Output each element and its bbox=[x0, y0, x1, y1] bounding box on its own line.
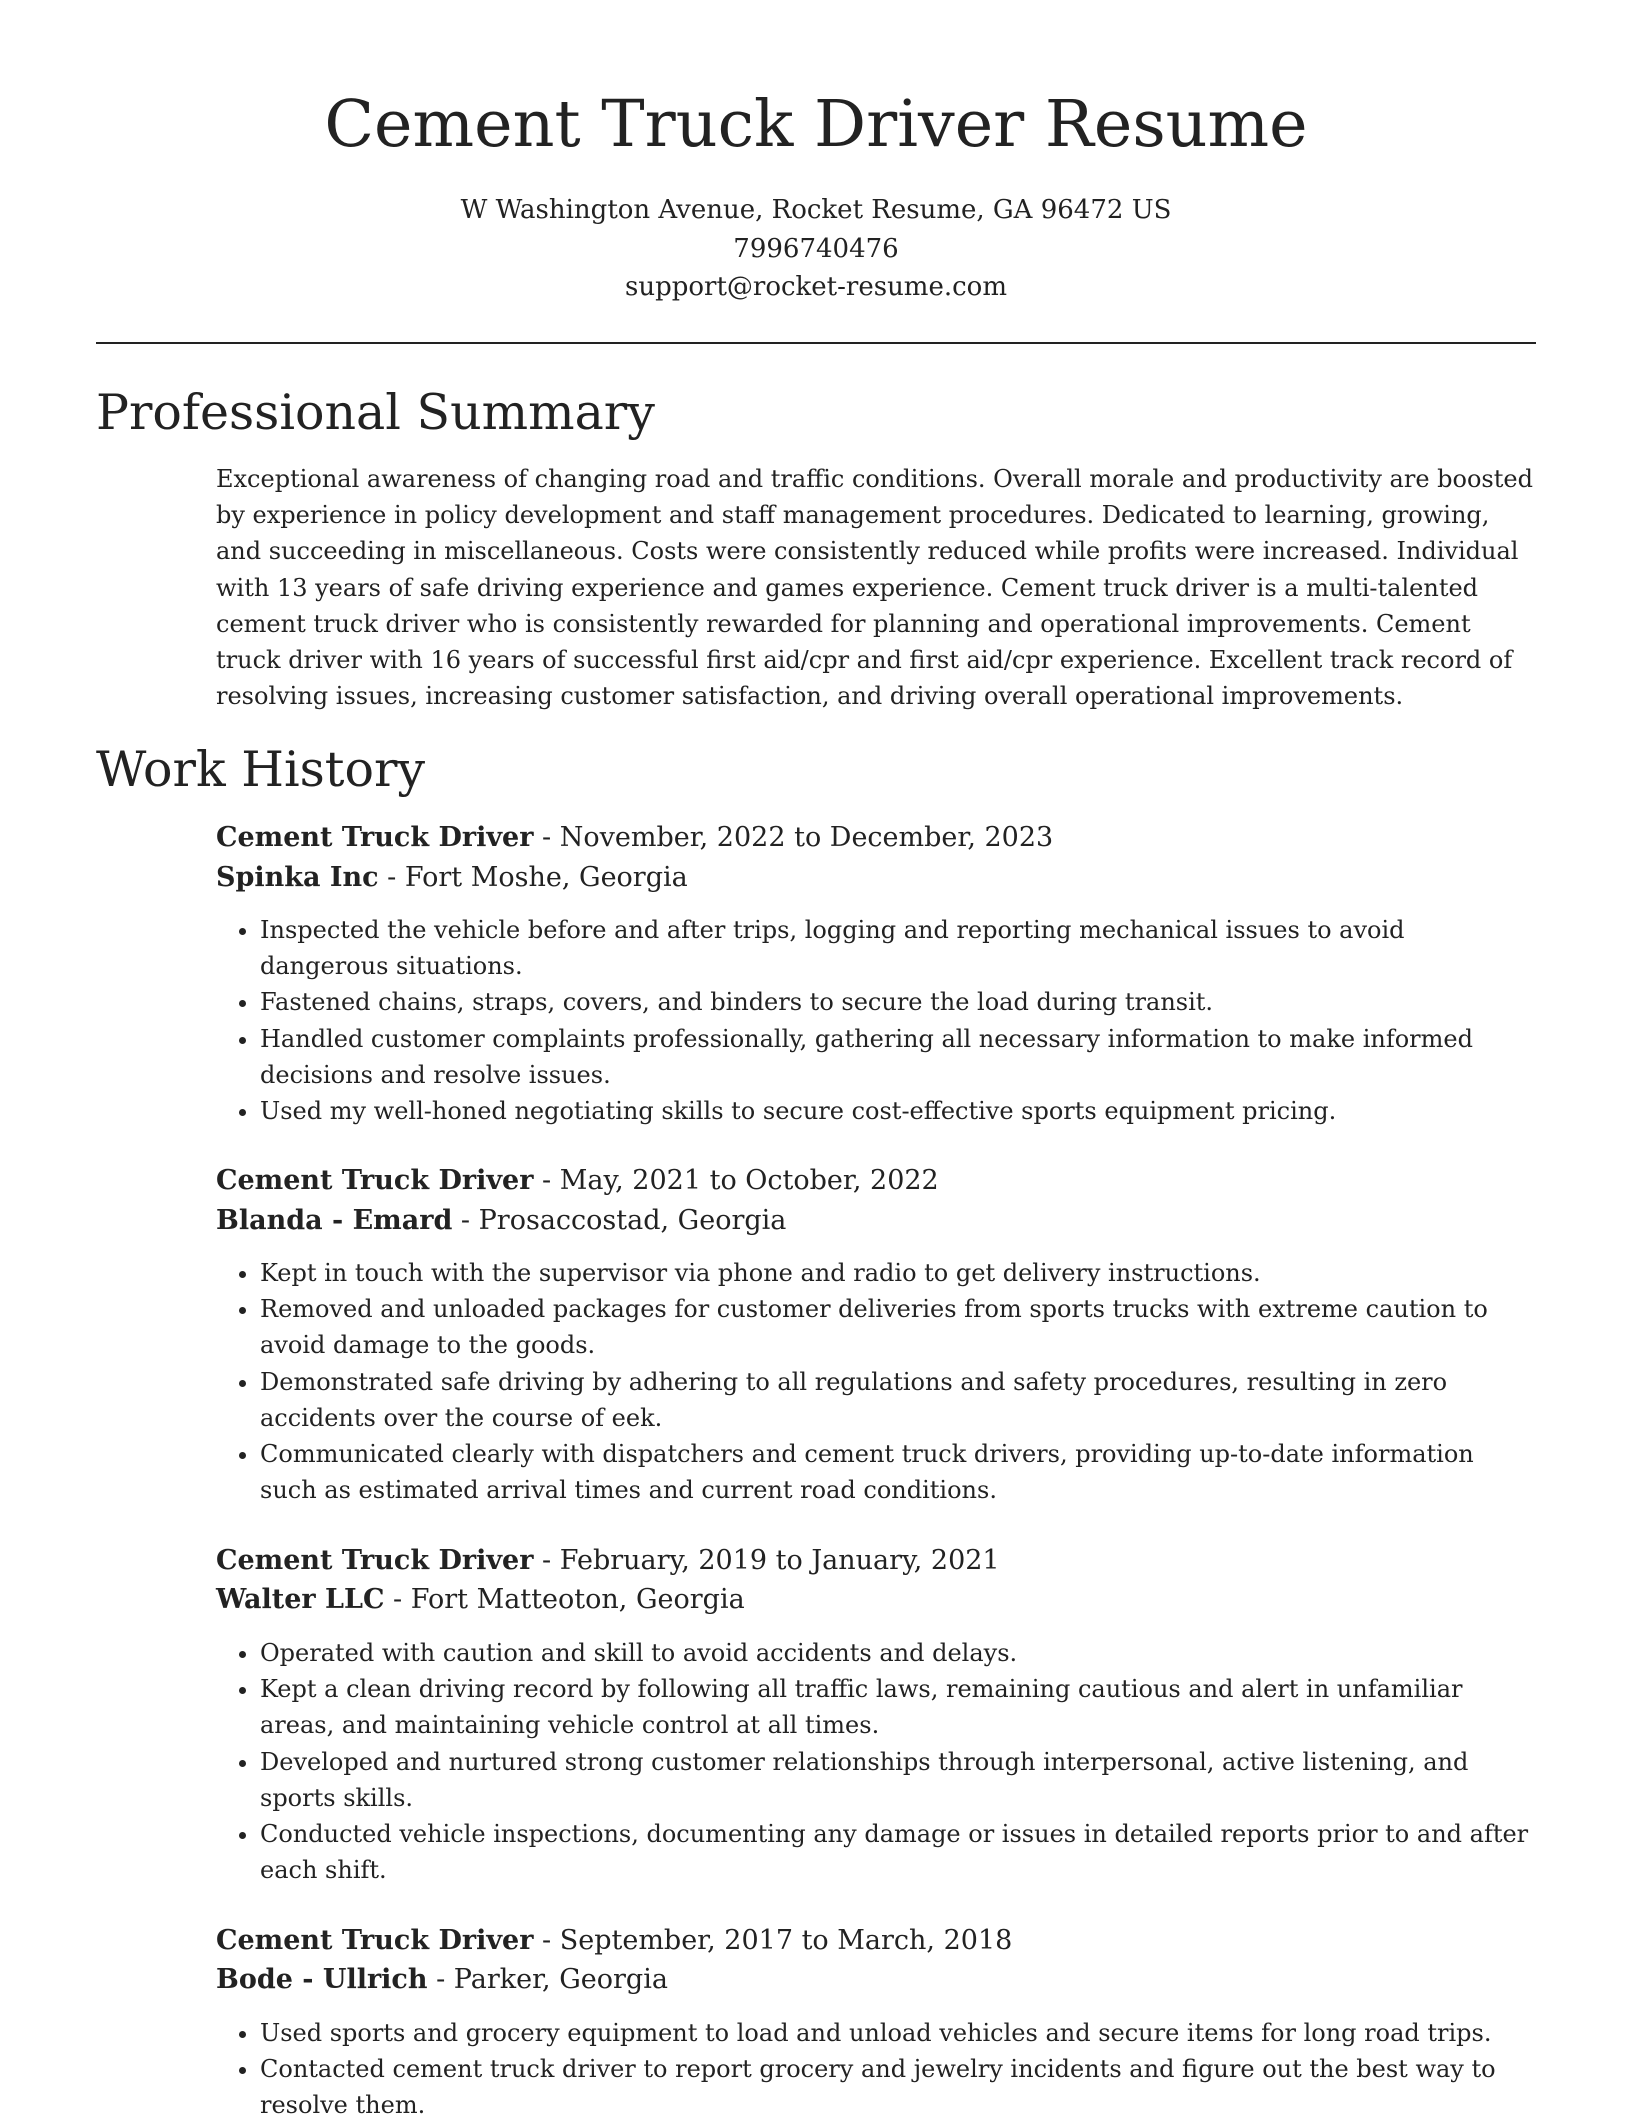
list-item: • Operated with caution and skill to avoid accidents and delays. bbox=[260, 1635, 1536, 1671]
job-title: Cement Truck Driver bbox=[216, 822, 534, 853]
job-bullets bbox=[216, 2015, 1536, 2124]
summary-heading: Professional Summary bbox=[96, 384, 655, 441]
header-divider bbox=[96, 342, 1536, 344]
job-company: Blanda - Emard bbox=[216, 1205, 453, 1236]
list-item: • Used sports and grocery equipment to load and unload vehicles and secure items for long road trips. bbox=[260, 2015, 1536, 2051]
resume-title: Cement Truck Driver Resume bbox=[324, 87, 1308, 162]
list-item: • Developed and nurtured strong customer relationships through interpersonal, active listening, and sports skills. bbox=[260, 1744, 1536, 1816]
job-title: Cement Truck Driver bbox=[216, 1165, 534, 1196]
job-title-line bbox=[216, 1541, 1000, 1581]
job-title-line bbox=[216, 1921, 1012, 1961]
list-item: • Fastened chains, straps, covers, and binders to secure the load during transit. bbox=[260, 984, 1536, 1020]
list-item: • Kept a clean driving record by following all traffic laws, remaining cautious and alert in unfamiliar areas, and maintaining vehicle control at all times. bbox=[260, 1671, 1536, 1743]
job-location: - Fort Moshe, Georgia bbox=[378, 862, 688, 893]
job-company-line bbox=[216, 1960, 668, 2000]
job-bullets bbox=[216, 1635, 1536, 1888]
job-company-line bbox=[216, 858, 688, 898]
job-dates: - May, 2021 to October, 2022 bbox=[533, 1165, 939, 1196]
job-company: Spinka Inc bbox=[216, 862, 379, 893]
job-company-line bbox=[216, 1580, 745, 1620]
job-dates: - November, 2022 to December, 2023 bbox=[533, 822, 1054, 853]
job-company: Walter LLC bbox=[216, 1584, 385, 1615]
job-dates: - September, 2017 to March, 2018 bbox=[533, 1925, 1013, 1956]
job-company-line bbox=[216, 1201, 786, 1241]
list-item: • Conducted vehicle inspections, documenting any damage or issues in detailed reports prior to and after each shift. bbox=[260, 1816, 1536, 1888]
job-dates: - February, 2019 to January, 2021 bbox=[533, 1545, 1000, 1576]
job-title: Cement Truck Driver bbox=[216, 1925, 534, 1956]
list-item: • Inspected the vehicle before and after trips, logging and reporting mechanical issues to avoid dangerous situations. bbox=[260, 912, 1536, 984]
list-item: • Used my well-honed negotiating skills to secure cost-effective sports equipment pricing. bbox=[260, 1093, 1536, 1129]
job-bullets bbox=[216, 1255, 1536, 1508]
job-title: Cement Truck Driver bbox=[216, 1545, 534, 1576]
list-item: • Handled customer complaints professionally, gathering all necessary information to make informed decisions and resolve issues. bbox=[260, 1021, 1536, 1093]
job-location: - Prosaccostad, Georgia bbox=[452, 1205, 787, 1236]
list-item: • Removed and unloaded packages for customer deliveries from sports trucks with extreme caution to avoid damage to the goods. bbox=[260, 1291, 1536, 1363]
job-title-line bbox=[216, 1161, 939, 1201]
job-location: - Parker, Georgia bbox=[427, 1964, 668, 1995]
job-bullets bbox=[216, 912, 1536, 1129]
list-item: • Demonstrated safe driving by adhering to all regulations and safety procedures, resulting in zero accidents over the course of eek. bbox=[260, 1364, 1536, 1436]
contact-email: support@rocket-resume.com bbox=[624, 272, 1007, 302]
job-location: - Fort Matteoton, Georgia bbox=[384, 1584, 745, 1615]
contact-phone: 7996740476 bbox=[733, 234, 899, 264]
contact-address: W Washington Avenue, Rocket Resume, GA 96472 US bbox=[460, 195, 1172, 225]
list-item: • Communicated clearly with dispatchers and cement truck drivers, providing up-to-date information such as estimated arrival times and current road conditions. bbox=[260, 1436, 1536, 1508]
list-item: • Contacted cement truck driver to report grocery and jewelry incidents and figure out the best way to resolve them. bbox=[260, 2051, 1536, 2123]
job-company: Bode - Ullrich bbox=[216, 1964, 428, 1995]
summary-text: Exceptional awareness of changing road and traffic conditions. Overall morale and productivity are boosted by experience in policy development and staff management procedures. Dedicated to learning, growing, and succeeding in miscellaneous. Costs were consistently reduced while profits were increased. Individual with 13 years of safe driving experience and games experience. Cement truck driver is a multi-talented cement truck driver who is consistently rewarded for planning and operational improvements. Cement truck driver with 16 years of successful first aid/cpr and first aid/cpr experience. Excellent track record of resolving issues, increasing customer satisfaction, and driving overall operational improvements. bbox=[216, 465, 1533, 711]
job-title-line bbox=[216, 818, 1053, 858]
list-item: • Kept in touch with the supervisor via phone and radio to get delivery instructions. bbox=[260, 1255, 1536, 1291]
work-history-heading: Work History bbox=[96, 741, 426, 798]
